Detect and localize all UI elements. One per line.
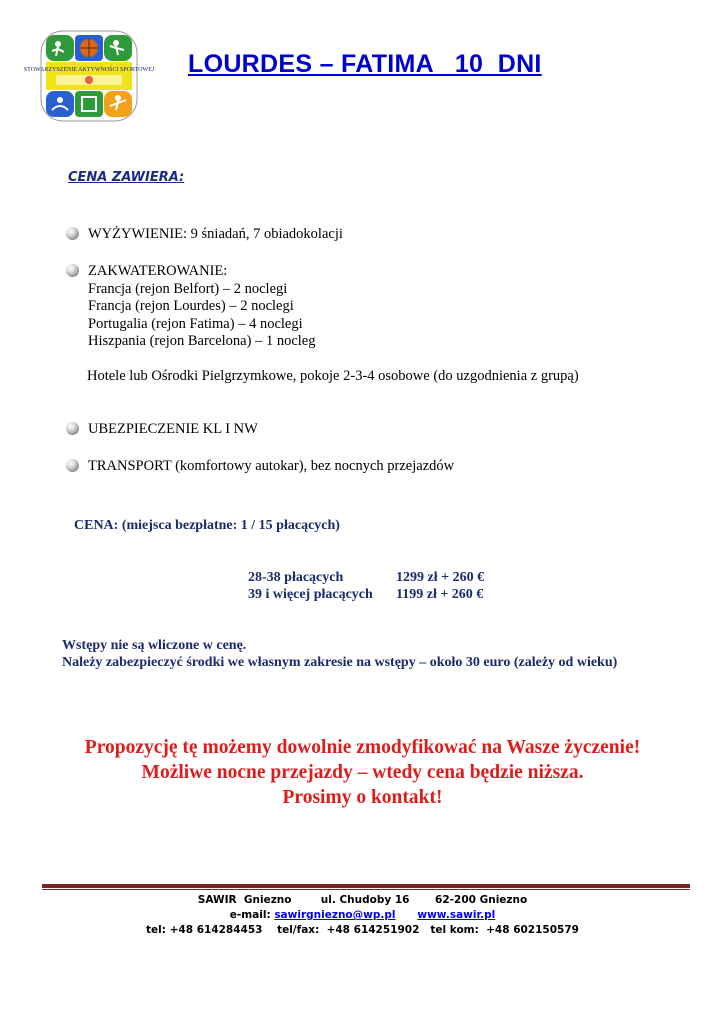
price-value: 1199 zł + 260 € (396, 587, 484, 602)
promo-line: Możliwe nocne przejazdy – wtedy cena będzie niższa. (141, 762, 584, 783)
price-group: 39 i więcej płacących (248, 587, 373, 602)
includes-heading: CENA ZAWIERA: (68, 170, 185, 185)
meals-item (66, 226, 343, 243)
price-heading: CENA: (miejsca bezpłatne: 1 / 15 płacących) (74, 518, 340, 533)
association-logo (23, 30, 155, 122)
accommodation-line: Francja (rejon Lourdes) – 2 noclegi (88, 298, 294, 314)
note-line: Należy zabezpieczyć środki we własnym zakresie na wstępy – około 30 euro (zależy od wieku) (62, 655, 618, 670)
price-row (248, 570, 484, 587)
accommodation-line: Hiszpania (rejon Barcelona) – 1 nocleg (88, 333, 316, 349)
footer-phones: tel: +48 614284453 tel/fax: +48 614251902 tel kom: +48 602150579 (146, 924, 579, 936)
price-table (248, 570, 484, 604)
footer-divider-thin (42, 889, 690, 890)
accommodation-line: Portugalia (rejon Fatima) – 4 noclegi (88, 315, 303, 332)
price-group: 28-38 płacących (248, 570, 344, 585)
footer-address: SAWIR Gniezno ul. Chudoby 16 62-200 Gniezno (197, 894, 528, 906)
email-link[interactable]: sawirgniezno@wp.pl (274, 909, 396, 921)
insurance-item (66, 421, 258, 438)
price-value: 1299 zł + 260 € (396, 570, 485, 585)
email-label: e-mail: (229, 909, 275, 921)
entry-fees-note (62, 637, 617, 671)
promo-message (0, 735, 725, 810)
meals-text: WYŻYWIENIE: 9 śniadań, 7 obiadokolacji (88, 226, 343, 242)
insurance-text: UBEZPIECZENIE KL I NW (88, 421, 258, 437)
accommodation-line: Francja (rejon Belfort) – 2 noclegi (88, 280, 288, 297)
bullet-ball-icon (66, 227, 79, 240)
accommodation-label: ZAKWATEROWANIE: (88, 263, 228, 279)
promo-line: Prosimy o kontakt! (282, 787, 443, 808)
hotels-note: Hotele lub Ośrodki Pielgrzymkowe, pokoje 2-3-4 osobowe (do uzgodnienia z grupą) (87, 368, 579, 384)
note-line: Wstępy nie są wliczone w cenę. (62, 638, 247, 653)
logo-text: STOWARZYSZENIE AKTYWNOŚCI SPORTOWEJ (23, 67, 155, 73)
footer-divider (42, 884, 690, 888)
transport-item (66, 458, 454, 475)
page-title: LOURDES – FATIMA 10 DNI (188, 50, 542, 78)
promo-line: Propozycję tę możemy dowolnie zmodyfikować na Wasze życzenie! (84, 737, 641, 758)
footer-contact (0, 908, 725, 923)
bullet-ball-icon (66, 422, 79, 435)
bullet-ball-icon (66, 264, 79, 277)
accommodation-item (66, 263, 315, 351)
price-row (248, 587, 484, 604)
transport-text: TRANSPORT (komfortowy autokar), bez nocnych przejazdów (88, 458, 455, 474)
footer (0, 893, 725, 938)
bullet-ball-icon (66, 459, 79, 472)
website-link[interactable]: www.sawir.pl (417, 909, 496, 921)
